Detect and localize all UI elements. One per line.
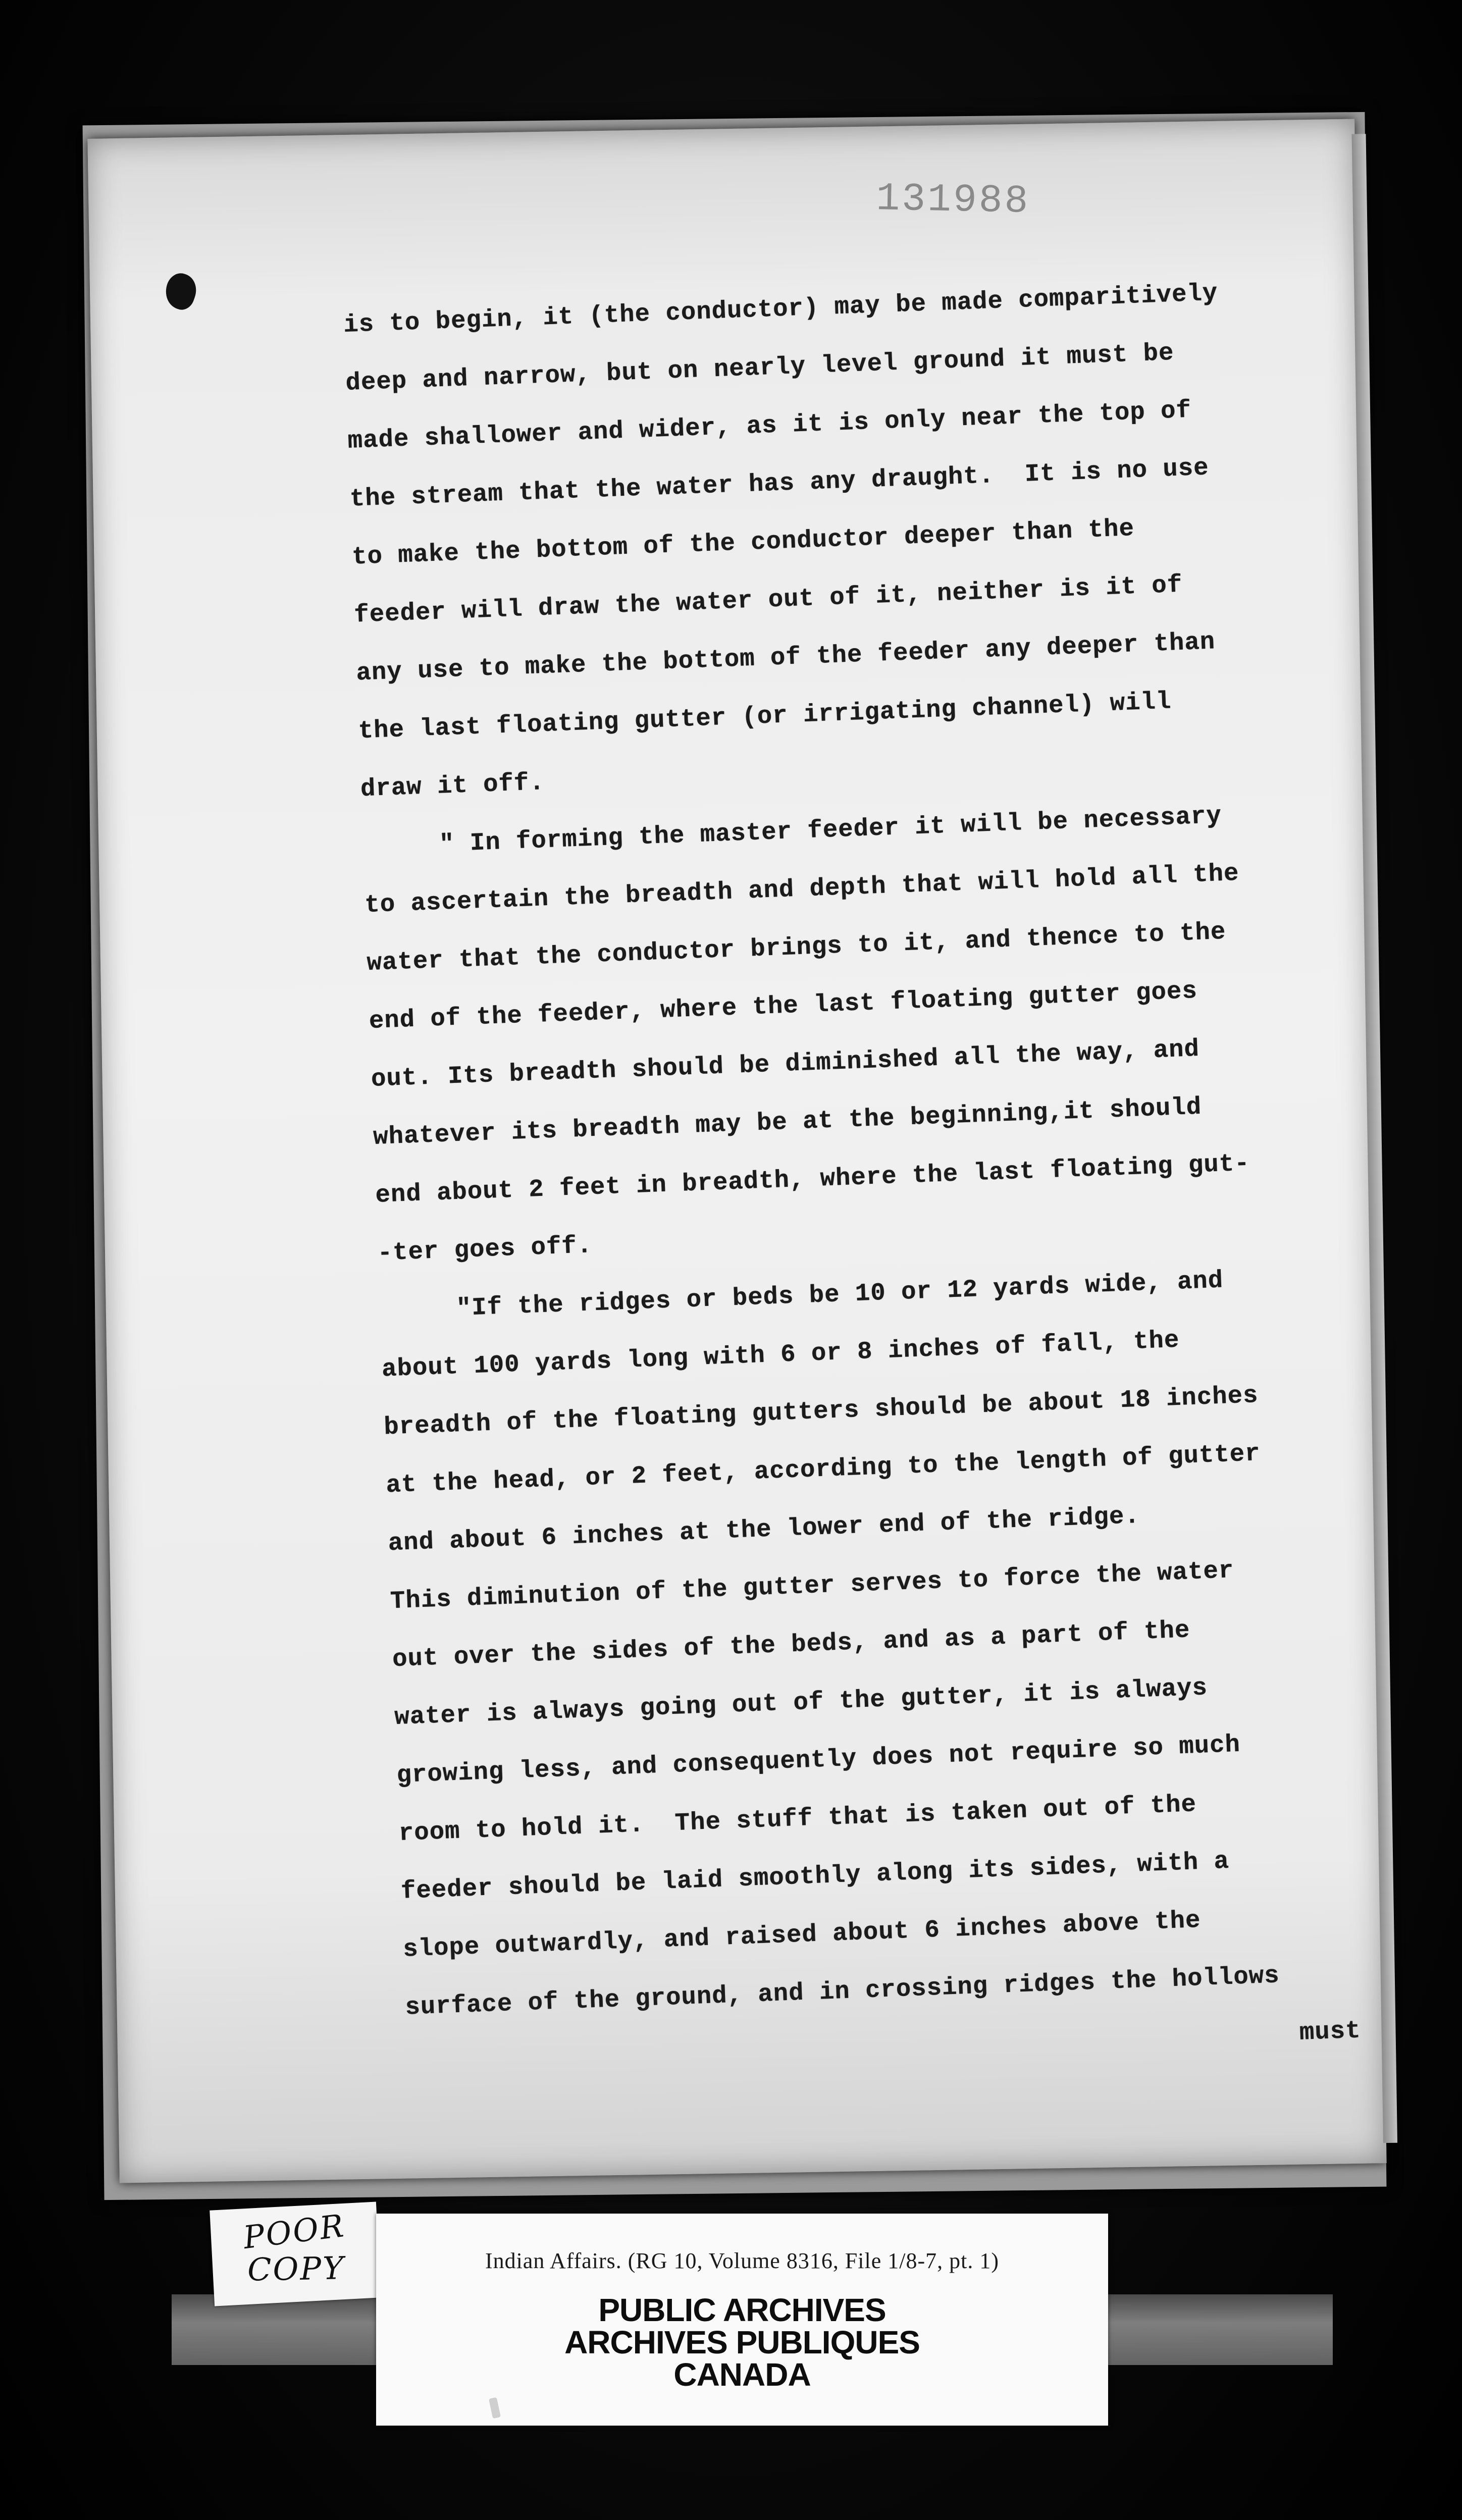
text-line: draw it off.	[360, 768, 545, 804]
document-page	[87, 119, 1386, 2183]
text-line: the last floating gutter (or irrigating channel) will	[357, 687, 1172, 746]
text-line: at the head, or 2 feet, according to the length of gutter	[385, 1439, 1261, 1500]
text-line: growing less, and consequently does not require so much	[396, 1730, 1241, 1790]
text-line: surface of the ground, and in crossing ridges the hollows	[404, 1961, 1280, 2022]
text-line: to ascertain the breadth and depth that will hold all the	[364, 859, 1240, 920]
text-line: out. Its breadth should be diminished all the way, and	[371, 1034, 1200, 1094]
text-line: -ter goes off.	[377, 1231, 593, 1268]
text-line: whatever its breadth may be at the beginning,it should	[373, 1092, 1203, 1151]
text-line: water that the conductor brings to it, and thence to the	[366, 917, 1227, 978]
text-line: and about 6 inches at the lower end of the ridge.	[387, 1501, 1140, 1558]
catchword: must	[1298, 2016, 1362, 2047]
archive-country: CANADA	[673, 2356, 811, 2393]
text-line: any use to make the bottom of the feeder any deeper than	[355, 627, 1216, 688]
text-line: slope outwardly, and raised about 6 inches above the	[402, 1906, 1202, 1964]
text-line: end about 2 feet in breadth, where the last floating gut-	[375, 1149, 1250, 1210]
text-line: feeder should be laid smoothly along its sides, with a	[400, 1847, 1230, 1906]
hole-punch-mark	[161, 270, 201, 313]
poor-copy-stamp	[210, 2201, 381, 2306]
body-text	[342, 261, 1367, 2094]
text-line: out over the sides of the beds, and as a part of the	[392, 1616, 1191, 1674]
text-line: made shallower and wider, as it is only near the top of	[347, 396, 1192, 455]
text-line: room to hold it. The stuff that is taken out of the	[398, 1790, 1197, 1848]
archive-name-french: ARCHIVES PUBLIQUES	[564, 2324, 920, 2360]
poor-copy-word-1: POOR	[241, 2207, 347, 2256]
text-line: "If the ridges or beds be 10 or 12 yards wide, and	[379, 1266, 1224, 1326]
text-line: water is always going out of the gutter, it is always	[394, 1673, 1208, 1732]
page-number: 131988	[875, 177, 1031, 224]
text-line: the stream that the water has any draught. It is no use	[349, 453, 1210, 513]
archive-label	[376, 2214, 1108, 2426]
archive-reference: Indian Affairs. (RG 10, Volume 8316, File 1/8-7, pt. 1)	[485, 2248, 1000, 2273]
text-line: This diminution of the gutter serves to force the water	[390, 1556, 1235, 1616]
text-line: end of the feeder, where the last floating gutter goes	[368, 976, 1198, 1036]
text-line: " In forming the master feeder it will be necessary	[362, 801, 1222, 862]
text-line: about 100 yards long with 6 or 8 inches of fall, the	[381, 1326, 1180, 1384]
text-line: feeder will draw the water out of it, neither is it of	[353, 570, 1183, 629]
text-line: breadth of the floating gutters should be about 18 inches	[383, 1381, 1259, 1442]
text-line: to make the bottom of the conductor deeper than the	[351, 514, 1135, 571]
text-line: deep and narrow, but on nearly level ground it must be	[345, 338, 1175, 397]
text-line: is to begin, it (the conductor) may be made comparitively	[343, 279, 1219, 340]
poor-copy-word-2: COPY	[247, 2249, 345, 2288]
archive-name-english: PUBLIC ARCHIVES	[598, 2292, 886, 2328]
